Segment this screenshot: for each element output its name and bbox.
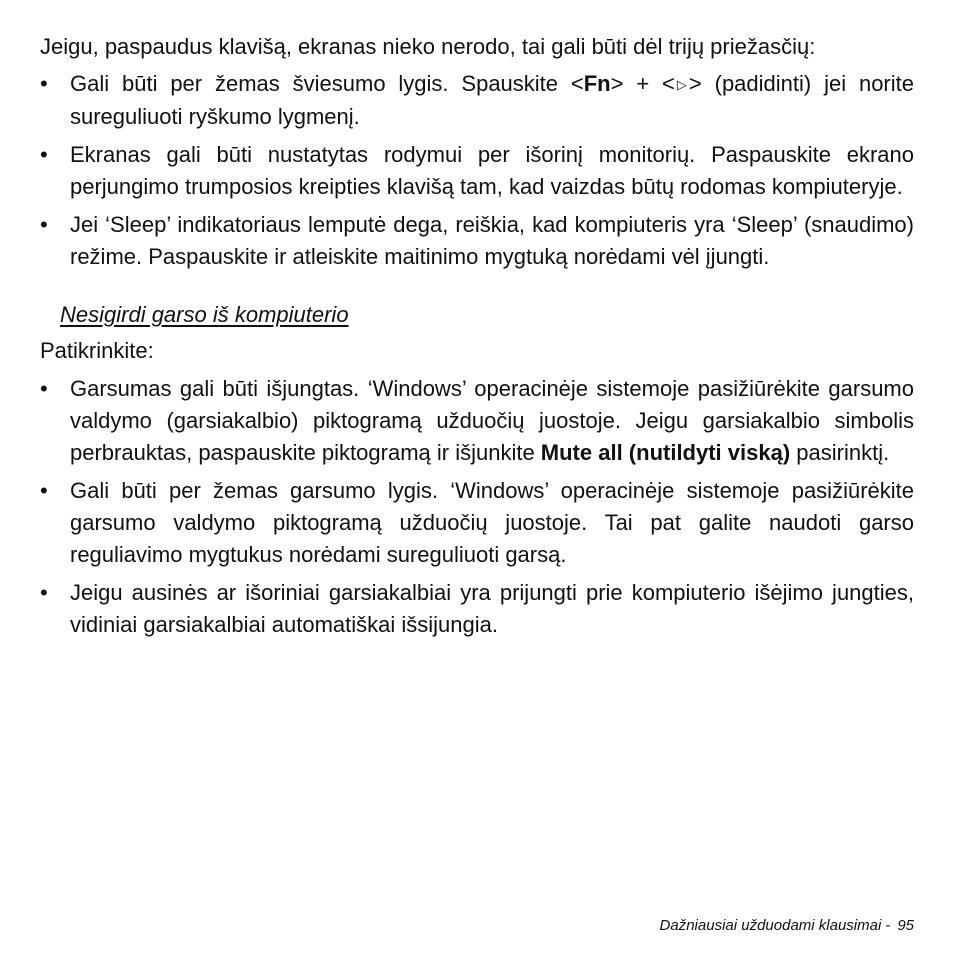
list-item: • Garsumas gali būti išjungtas. ‘Windows’ operacinėje sistemoje pasižiūrėkite garsumo valdymo (garsiakalbio) piktogramą užduočių juostoje. Jeigu garsiakalbio simbolis perbrauktas, paspauskite piktogramą ir išjunkite Mute all (nutildyti viską) pasirinktį.: [40, 373, 914, 469]
list-item: • Jeigu ausinės ar išoriniai garsiakalbiai yra prijungti prie kompiuterio išėjimo jungties, vidiniai garsiakalbiai automatiškai išsijungia.: [40, 577, 914, 641]
mute-all-option-label: Mute all (nutildyti viską): [540, 440, 791, 465]
bullet-marker: •: [40, 71, 48, 96]
list-item: • Jei ‘Sleep’ indikatoriaus lemputė dega, reiškia, kad kompiuteris yra ‘Sleep’ (snaudimo) režime. Paspauskite ir atleiskite maitinimo mygtuką norėdami vėl įjungti.: [40, 209, 914, 273]
footer-section-title: Dažniausiai užduodami klausimai: [659, 917, 882, 934]
bullet-marker: •: [40, 212, 48, 237]
check-label: Patikrinkite:: [40, 338, 154, 363]
page-number: 95: [897, 917, 914, 934]
document-page: [40, 31, 914, 647]
bullet-marker: •: [40, 580, 48, 605]
brightness-up-key-icon: ▷: [676, 77, 687, 92]
bullet-marker: •: [40, 478, 48, 503]
bullet-marker: •: [40, 376, 48, 401]
list-item: • Ekranas gali būti nustatytas rodymui per išorinį monitorių. Paspauskite ekrano perjungimo trumposios kreipties klavišą tam, kad vaizdas būtų rodomas kompiuteryje.: [40, 139, 914, 203]
sound-issues-list: [40, 373, 914, 641]
list-item: • Gali būti per žemas garsumo lygis. ‘Windows’ operacinėje sistemoje pasižiūrėkite garsumo valdymo piktogramą užduočių juostoje. Tai pat galite naudoti garso reguliavimo mygtukus norėdami sureguliuoti garsą.: [40, 475, 914, 571]
bullet-marker: •: [40, 142, 48, 167]
page-footer: [660, 916, 914, 936]
footer-separator: -: [885, 917, 891, 934]
intro-paragraph: Jeigu, paspaudus klavišą, ekranas nieko nerodo, tai gali būti dėl trijų priežasčių:: [40, 34, 816, 59]
section-heading: Nesigirdi garso iš kompiuterio: [60, 302, 349, 327]
display-issues-list: [40, 68, 914, 273]
list-item: • Gali būti per žemas šviesumo lygis. Spauskite <Fn> + < ▷> (padidinti) jei norite sureguliuoti ryškumo lygmenį.: [40, 68, 914, 133]
fn-key-label: Fn: [583, 71, 611, 96]
